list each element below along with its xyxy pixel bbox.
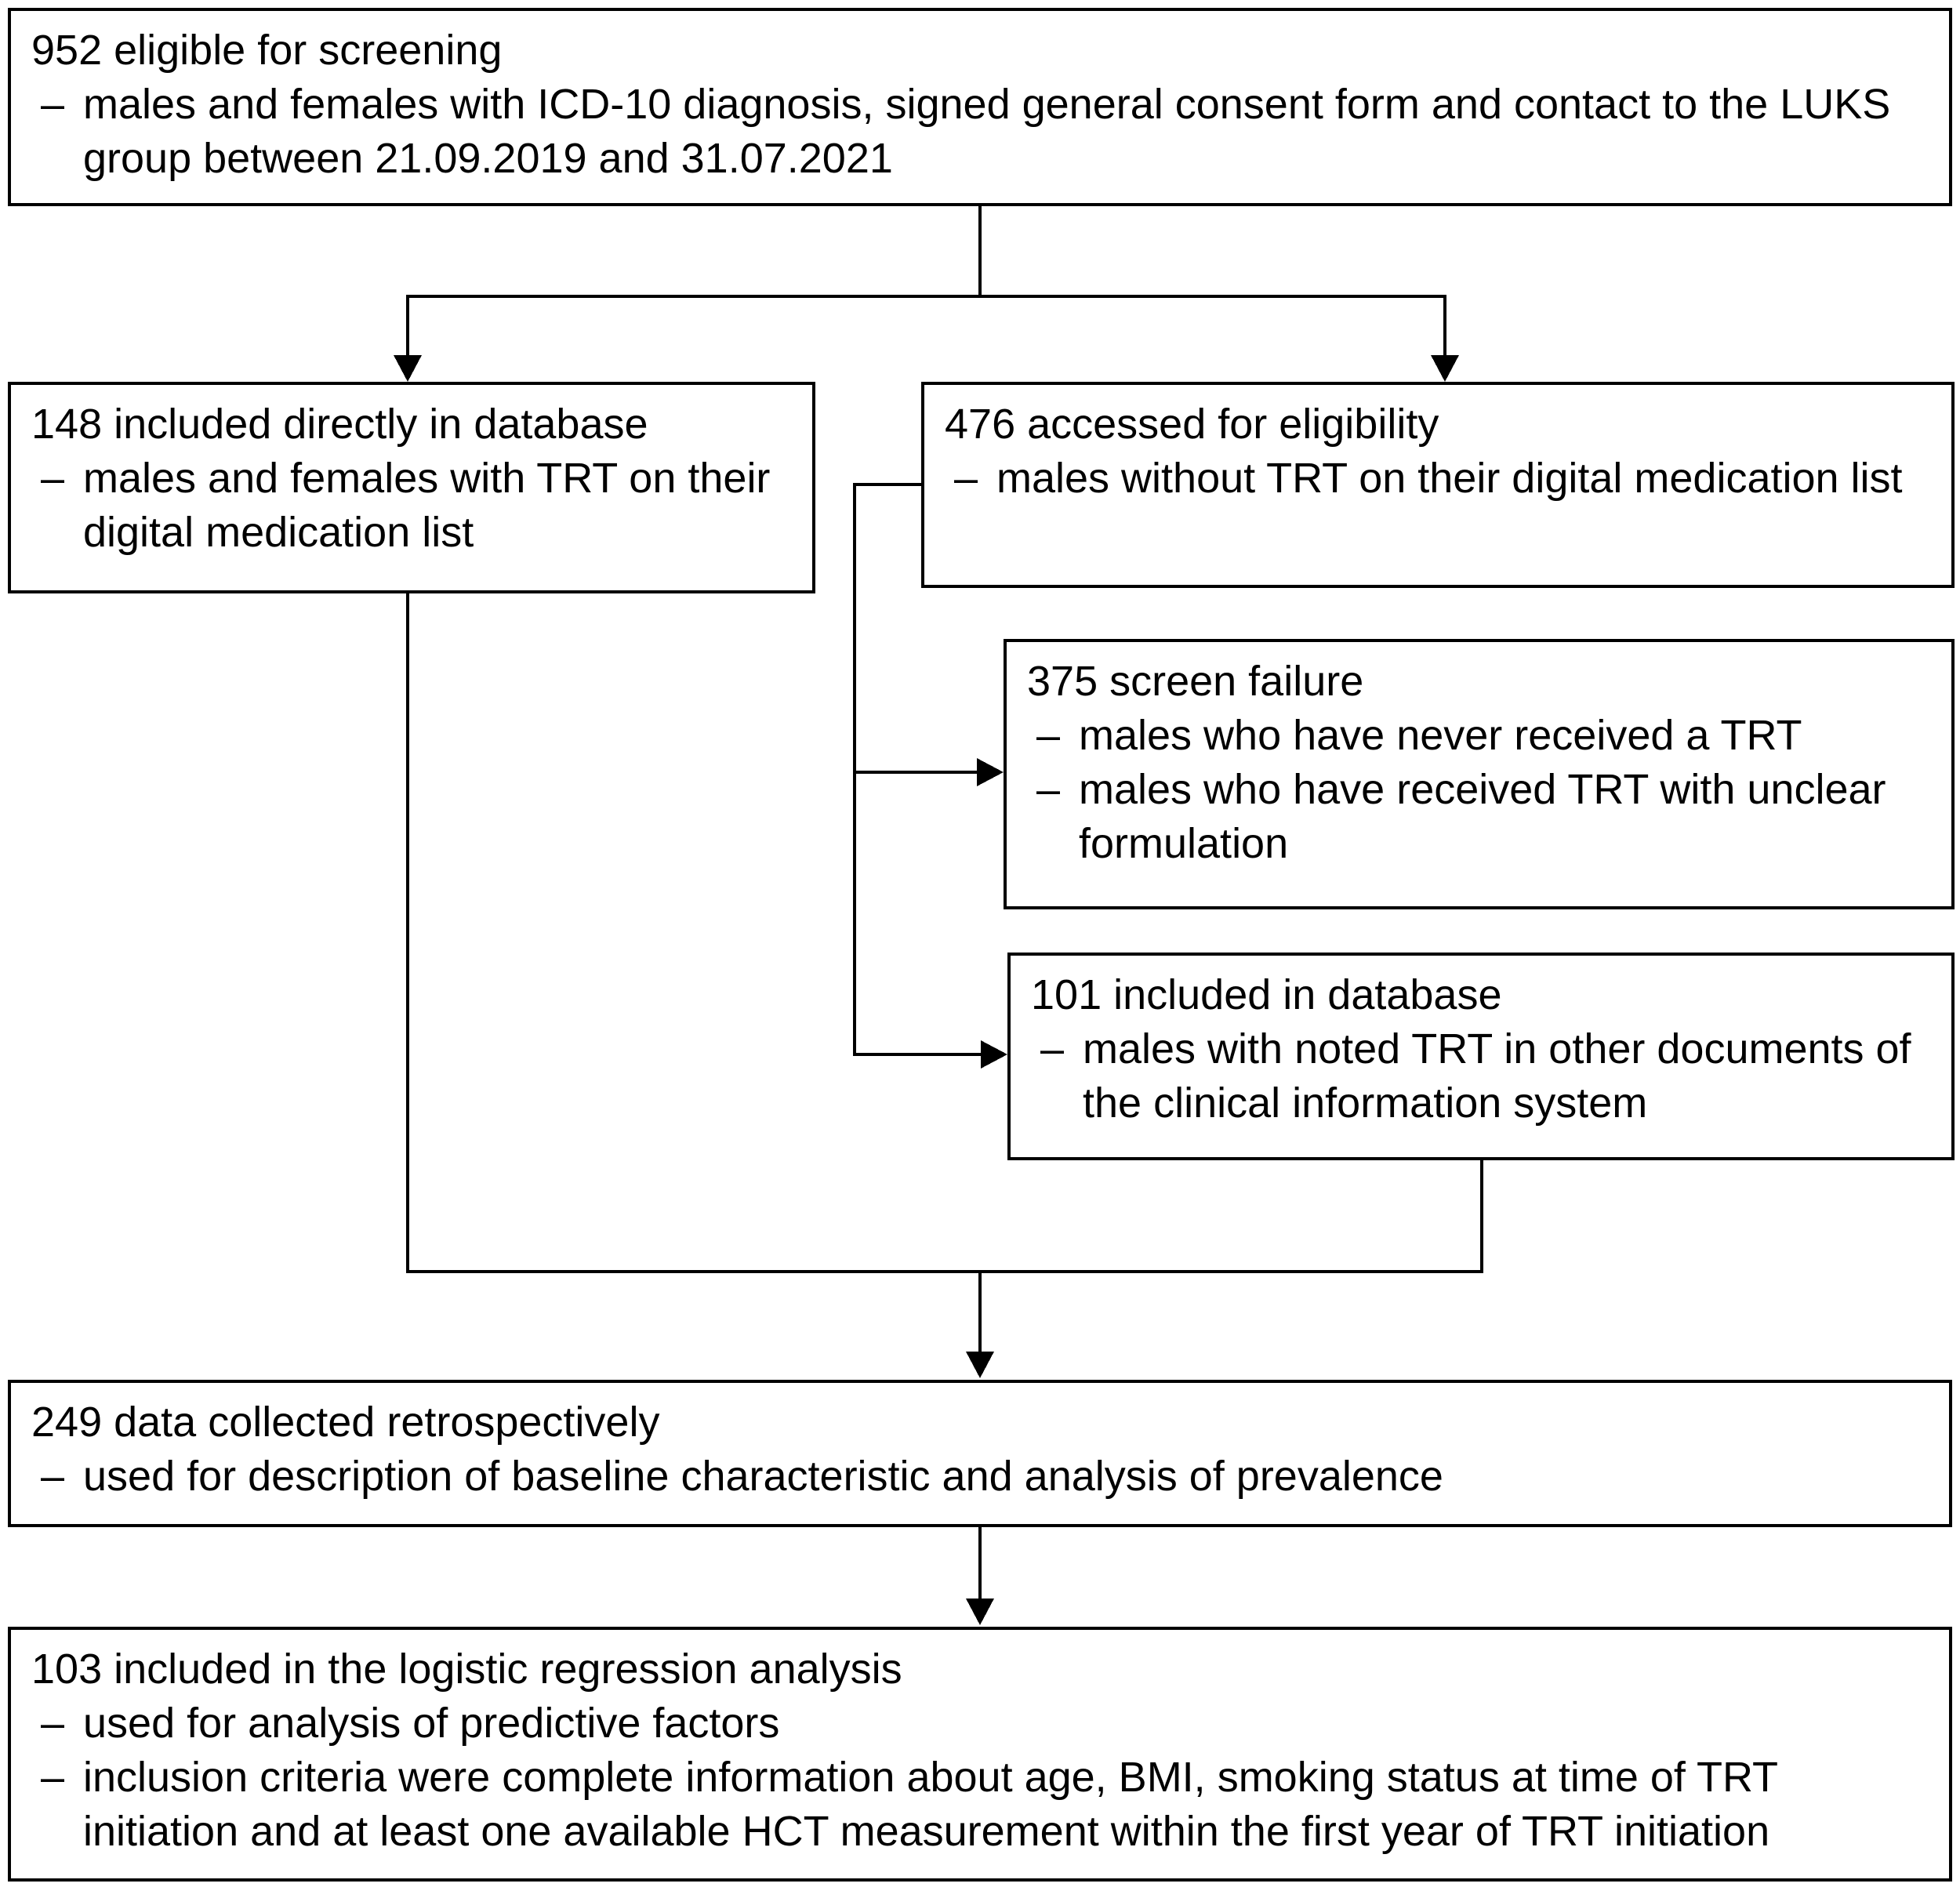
box-title: 101 included in database — [1031, 971, 1502, 1018]
bullet-text: used for analysis of predictive factors — [83, 1700, 780, 1747]
bullet-dash: – — [41, 81, 65, 129]
box-screen-failure — [1004, 639, 1955, 909]
bullet-dash: – — [1036, 712, 1061, 760]
box-data-collected — [8, 1380, 1952, 1527]
bullet-text: males with noted TRT in other documents of the clinical information system — [1083, 1025, 1911, 1127]
bullet-item — [1031, 1022, 1931, 1130]
bullet-item — [31, 1450, 1929, 1504]
box-title: 148 included directly in database — [31, 401, 648, 448]
bullet-text: males and females with ICD-10 diagnosis, signed general consent form and contact to the LUKS group between 21.09.2019 and 31.07.2021 — [83, 81, 1891, 183]
bullet-item — [1027, 763, 1931, 871]
bullet-text: males who have never received a TRT — [1079, 712, 1802, 760]
arrowhead-included-database — [981, 1040, 1007, 1069]
bullet-text: used for description of baseline characteristic and analysis of prevalence — [83, 1453, 1443, 1501]
bullet-item — [31, 1751, 1929, 1859]
box-included-database — [1007, 953, 1955, 1160]
arrowhead-left-branch — [394, 355, 422, 382]
bullet-item — [31, 1696, 1929, 1751]
box-title: 249 data collected retrospectively — [31, 1399, 660, 1446]
bullet-dash: – — [41, 1700, 65, 1747]
bullet-dash: – — [41, 1453, 65, 1501]
arrowhead-right-branch — [1431, 355, 1459, 382]
arrowhead-regression — [966, 1599, 994, 1625]
bullet-item — [1027, 709, 1931, 763]
box-title: 952 eligible for screening — [31, 27, 503, 74]
bullet-dash: – — [1036, 766, 1061, 814]
bullet-item — [31, 452, 792, 560]
bullet-item — [945, 452, 1931, 506]
bullet-text: inclusion criteria were complete information about age, BMI, smoking status at time of TRT initiation and at least one available HCT measurement within the first year of TRT initiation — [83, 1754, 1777, 1856]
bullet-dash: – — [954, 455, 978, 503]
box-title: 103 included in the logistic regression analysis — [31, 1646, 902, 1693]
bullet-text: males and females with TRT on their digital medication list — [83, 455, 771, 557]
connector-eligibility-stem — [855, 484, 923, 1054]
box-title: 476 accessed for eligibility — [945, 401, 1439, 448]
bullet-text: males who have received TRT with unclear formulation — [1079, 766, 1886, 868]
bullet-text: males without TRT on their digital medication list — [996, 455, 1903, 503]
box-title: 375 screen failure — [1027, 658, 1364, 705]
bullet-dash: – — [1040, 1025, 1065, 1073]
box-eligible-screening — [8, 8, 1952, 206]
box-accessed-eligibility — [921, 382, 1955, 588]
bullet-item — [31, 78, 1929, 186]
bullet-dash: – — [41, 1754, 65, 1802]
bullet-dash: – — [41, 455, 65, 503]
box-logistic-regression — [8, 1627, 1952, 1882]
arrowhead-retrospective — [966, 1352, 994, 1378]
arrowhead-screen-failure — [977, 758, 1004, 786]
box-included-directly — [8, 382, 815, 593]
